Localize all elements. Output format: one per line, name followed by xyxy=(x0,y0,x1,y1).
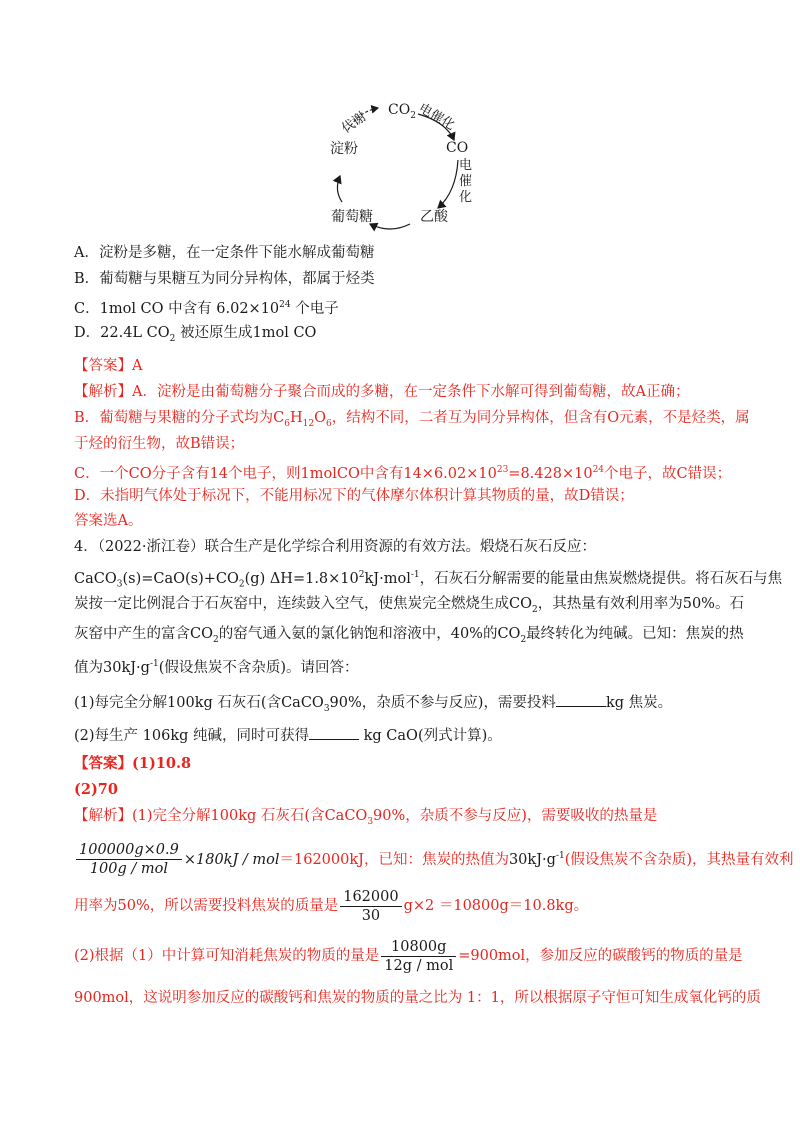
glucose-to-starch-arrow xyxy=(337,176,342,202)
analysis-q3-line6: 答案选A。 xyxy=(74,513,143,529)
question4-line3: 炭按一定比例混合于石灰窑中，连续鼓入空气，使焦炭完全燃烧生成$CO_2$，其热量有效利用率为50%。石 xyxy=(74,596,744,615)
analysis-q3-line3: 于烃的衍生物，故B错误； xyxy=(74,436,245,452)
analysis-q4-formula1: $\frac{100000g\times 0.9}{\text{100g / mol}}$ ×180kJ / mol＝162000kJ，已知：焦炭的热值为$30kJ\cdot g^{-1}$(假设焦炭不含杂质)，其热量有效利 xyxy=(74,836,794,880)
label-starch: 淀粉 xyxy=(330,141,358,157)
question4-line1: 4．（2022·浙江卷）联合生产是化学综合利用资源的有效方法。煅烧石灰石反应： xyxy=(74,539,596,555)
label-metabolism: 代谢 xyxy=(339,109,370,137)
electrocatalysis-arrow-2 xyxy=(438,160,458,208)
acetic-to-glucose-arrow xyxy=(370,224,410,229)
answer-q4: 【答案】(1)10.8 xyxy=(74,755,192,772)
answer-blank-2[interactable] xyxy=(309,725,359,740)
question4-line5: 值为$30kJ\cdot g^{-1}$(假设焦炭不含杂质)。请回答： xyxy=(74,659,359,676)
question4-line4: 灰窑中产生的富含$CO_2$的窑气通入氨的氯化钠饱和溶液中，40%的$CO_2$最终转化为纯碱。已知：焦炭的热 xyxy=(74,626,744,645)
question4-part2: (2)每生产 106kg 纯碱，同时可获得 kg CaO(列式计算)。 xyxy=(74,725,502,746)
fraction-heat: $\frac{100000g\times 0.9}{\text{100g / mol}}$ xyxy=(76,841,182,878)
fraction-moles: $\frac{10800g}{\text{12g / mol}}$ xyxy=(381,938,456,975)
answer-q4-part2: (2)70 xyxy=(74,781,118,798)
analysis-q3-line2: B．葡萄糖与果糖的分子式均为$C_6H_{12}O_6$，结构不同，二者互为同分异构体，但含有O元素，不是烃类，属 xyxy=(74,410,750,429)
answer-blank-1[interactable] xyxy=(556,692,606,707)
label-co: CO xyxy=(446,140,469,156)
label-electrocatalysis-2: 电催化 xyxy=(459,158,473,205)
answer-q3: 【答案】A xyxy=(74,358,143,374)
label-glucose: 葡萄糖 xyxy=(331,209,373,225)
label-co2: $CO_2$ xyxy=(388,102,416,121)
option-a: A．淀粉是多糖，在一定条件下能水解成葡萄糖 xyxy=(74,245,375,261)
analysis-q3-line1: 【解析】A．淀粉是由葡萄糖分子聚合而成的多糖，在一定条件下水解可得到葡萄糖，故A正确； xyxy=(74,384,690,400)
label-acetic-acid: 乙酸 xyxy=(420,209,448,225)
analysis-q3-line4: C．一个CO分子含有14个电子，则1molCO中含有$14\times 6.02\times 10^{23}=8.428\times 10^{24}$个电子，故C错误； xyxy=(74,465,732,482)
analysis-q4-line1: 【解析】(1)完全分解100kg 石灰石(含CaCO$_3$90%，杂质不参与反应)，需要吸收的热量是 xyxy=(74,808,658,827)
option-c: C．1mol CO 中含有 $6.02\times 10^{24}$ 个电子 xyxy=(74,300,339,317)
analysis-q4-line3: 用率为50%，所以需要投料焦炭的质量是 $\frac{162000}{30}$ g×2 ＝10800g＝10.8kg。 xyxy=(74,888,589,924)
question4-line2: $CaCO_3(s)=CaO(s)+CO_2(g)$ $\Delta H=1.8\times 10^2kJ\cdot mol^{-1}$，石灰石分解需要的能量由焦炭燃烧提供。将石灰石与焦 xyxy=(74,570,783,590)
analysis-q3-line5: D．未指明气体处于标况下，不能用标况下的气体摩尔体积计算其物质的量，故D错误； xyxy=(74,488,634,504)
option-b: B．葡萄糖与果糖互为同分异构体，都属于烃类 xyxy=(74,271,375,287)
option-d: D．22.4L $CO_2$ 被还原生成1mol CO xyxy=(74,325,317,344)
analysis-q4-line4: (2)根据（1）中计算可知消耗焦炭的物质的量是 $\frac{10800g}{\text{12g / mol}}$ =900mol，参加反应的碳酸钙的物质的量是 xyxy=(74,938,743,974)
question4-part1: (1)每完全分解100kg 石灰石(含CaCO$_3$90%，杂质不参与反应)，需要投料 kg 焦炭。 xyxy=(74,692,672,719)
label-electrocatalysis-1: 电催化 xyxy=(415,100,458,134)
analysis-q4-line5: 900mol，这说明参加反应的碳酸钙和焦炭的物质的量之比为 1：1，所以根据原子守恒可知生成氧化钙的质 xyxy=(74,990,761,1006)
fraction-coke: $\frac{162000}{30}$ xyxy=(340,888,401,925)
